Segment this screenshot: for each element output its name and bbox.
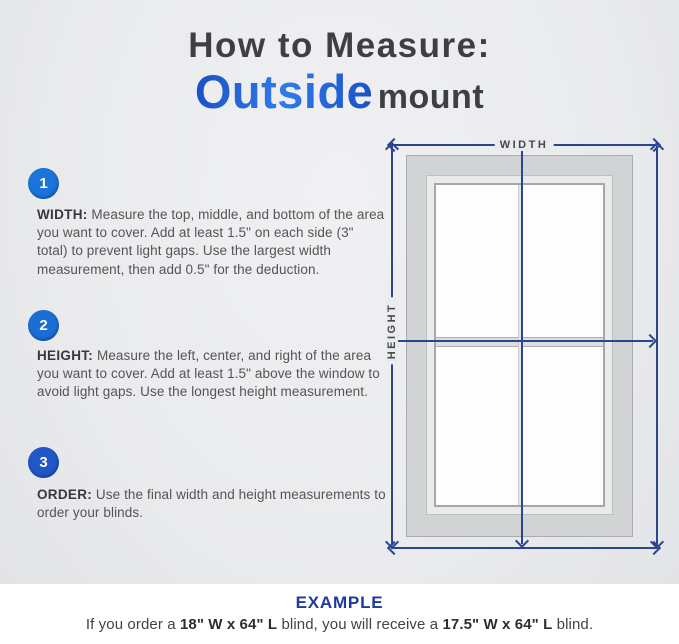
- step-2-body: Measure the left, center, and right of the area you want to cover. Add at least 1.5" above the window to avoid light gaps. Use the longest height measurement.: [37, 348, 380, 400]
- example-ordered-size: 18" W x 64" L: [179, 616, 278, 633]
- step-3-body: Use the final width and height measurements to order your blinds.: [37, 487, 386, 521]
- window-frame: [406, 155, 633, 537]
- width-measure-label: WIDTH: [495, 139, 554, 151]
- example-section: [0, 584, 679, 644]
- height-measure-label: HEIGHT: [386, 298, 398, 365]
- step-1-number: 1: [39, 175, 48, 192]
- window-casing: [426, 175, 613, 515]
- example-part-2: blind, you will receive a: [277, 616, 443, 633]
- width-arrow-middle: [394, 340, 653, 342]
- example-part-1: If you order a: [85, 616, 180, 633]
- title-highlight-outside: Outside: [194, 65, 374, 118]
- example-heading: EXAMPLE: [295, 593, 384, 612]
- step-2-label: HEIGHT:: [37, 348, 94, 363]
- title-suffix-mount: mount: [377, 78, 485, 116]
- height-arrow-center: [521, 147, 523, 544]
- step-3-label: ORDER:: [37, 487, 93, 502]
- window-glass: [434, 183, 605, 507]
- example-received-size: 17.5" W x 64" L: [442, 616, 553, 633]
- example-sentence: [0, 616, 679, 633]
- step-2-number: 2: [39, 317, 48, 334]
- width-arrow-bottom: [391, 547, 657, 549]
- title-line1: How to Measure:: [188, 26, 491, 65]
- step-1-body: Measure the top, middle, and bottom of the area you want to cover. Add at least 1.5" on each side (3" total) to prevent light gaps. Use the largest width measurement, then add 0.5" for the deduction.: [37, 207, 385, 277]
- height-arrow-right: [656, 146, 658, 545]
- example-part-3: blind.: [552, 616, 594, 633]
- step-3-number: 3: [39, 454, 48, 471]
- step-1-label: WIDTH:: [37, 207, 88, 222]
